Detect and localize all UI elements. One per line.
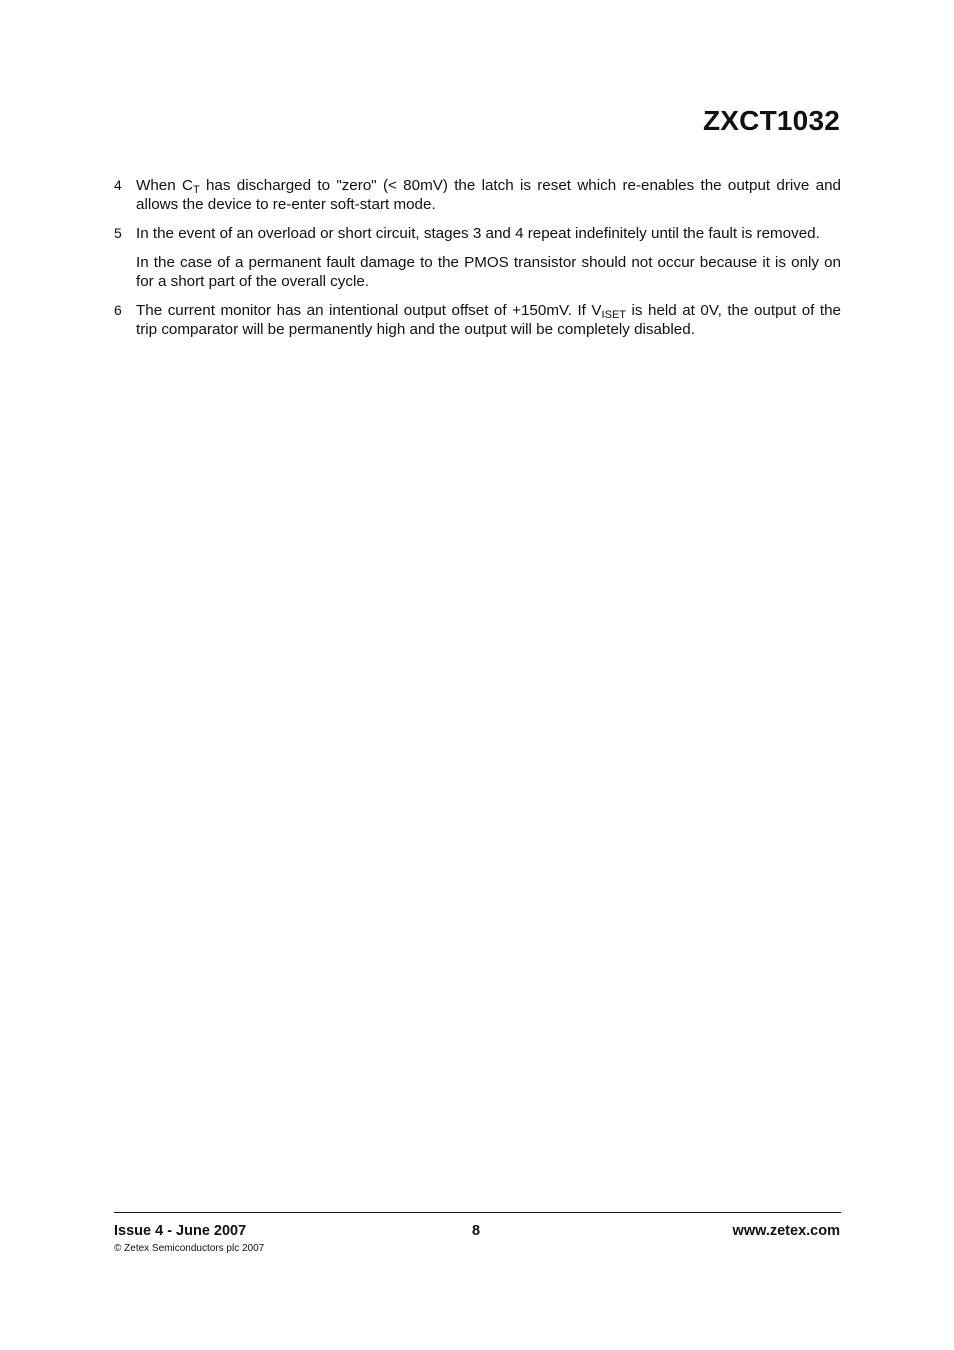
item-number: 5 [114, 225, 122, 241]
text-run: The current monitor has an intentional output offset of +150mV. If V [136, 302, 602, 319]
text-run: is held at 0V, the output of the trip comparator will be permanently high and the output will be completely disabled. [136, 302, 842, 338]
item-text: In the event of an overload or short circuit, stages 3 and 4 repeat indefinitely until the fault is removed. [136, 225, 820, 242]
footer-website: www.zetex.com [732, 1223, 840, 1239]
subscript: T [192, 184, 200, 196]
list-item [114, 224, 841, 291]
item-number: 4 [114, 177, 122, 193]
numbered-list [114, 176, 841, 349]
footer-copyright: © Zetex Semiconductors plc 2007 [114, 1243, 265, 1254]
text-run: When C [136, 177, 193, 194]
page-title: ZXCT1032 [703, 105, 840, 136]
footer-page-number: 8 [472, 1223, 481, 1239]
list-item [114, 176, 841, 214]
item-text [136, 301, 841, 339]
item-number: 6 [114, 302, 122, 318]
item-text: In the case of a permanent fault damage to the PMOS transistor should not occur because it is only on for a short part of the overall cycle. [136, 254, 841, 290]
text-run: has discharged to "zero" (< 80mV) the latch is reset which re-enables the output drive and allows the device to re-enter soft-start mode. [136, 177, 841, 213]
item-text [136, 176, 841, 214]
footer-divider [114, 1212, 841, 1213]
footer-issue: Issue 4 - June 2007 [114, 1223, 247, 1239]
list-item [114, 301, 841, 339]
subscript: ISET [601, 309, 626, 321]
